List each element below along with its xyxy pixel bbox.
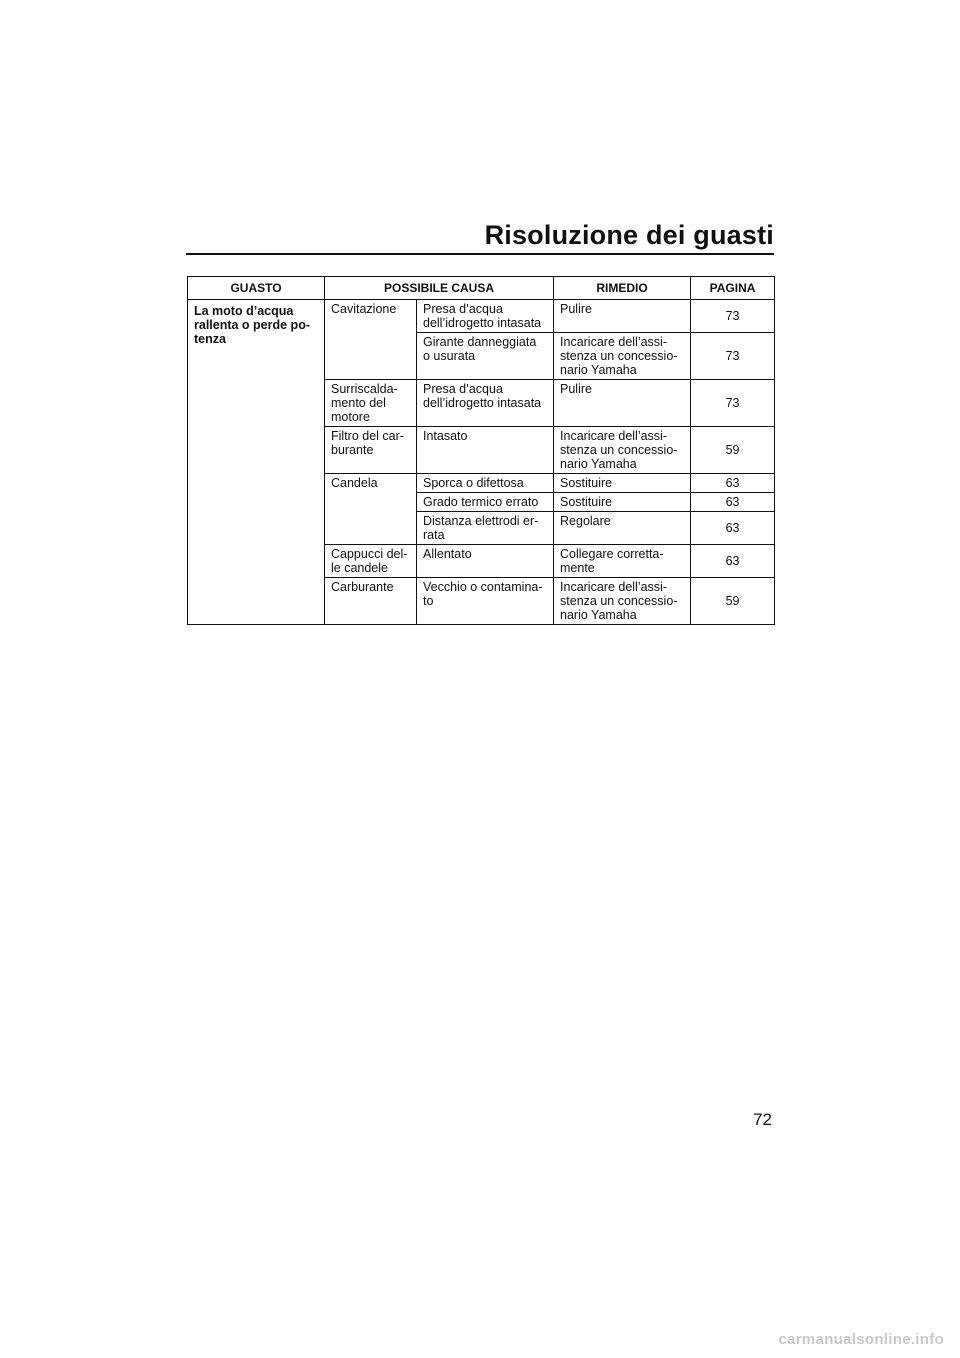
page-cell: 63 <box>691 474 775 493</box>
remedy-cell: Pulire <box>554 300 691 333</box>
page-number: 72 <box>753 1110 772 1129</box>
remedy-cell: Incaricare dell’assi- stenza un concessio- nario Yamaha <box>554 427 691 474</box>
remedy-cell: Incaricare dell’assi- stenza un concessio- nario Yamaha <box>554 333 691 380</box>
detail-cell: Vecchio o contamina- to <box>417 578 554 625</box>
detail-cell: Presa d’acqua dell’idrogetto intasata <box>417 380 554 427</box>
page-cell: 59 <box>691 427 775 474</box>
page-cell: 63 <box>691 545 775 578</box>
detail-cell: Sporca o difettosa <box>417 474 554 493</box>
remedy-cell: Sostituire <box>554 493 691 512</box>
page-cell: 73 <box>691 300 775 333</box>
page-cell: 63 <box>691 512 775 545</box>
page-cell: 63 <box>691 493 775 512</box>
troubleshooting-table <box>187 276 775 625</box>
watermark: carmanualsonline.info <box>778 1331 944 1348</box>
remedy-cell: Regolare <box>554 512 691 545</box>
detail-cell: Presa d’acqua dell’idrogetto intasata <box>417 300 554 333</box>
cause-cell: Cappucci del- le candele <box>325 545 417 578</box>
cause-cell: Filtro del car- burante <box>325 427 417 474</box>
cause-cell: Carburante <box>325 578 417 625</box>
detail-cell: Allentato <box>417 545 554 578</box>
detail-cell: Girante danneggiata o usurata <box>417 333 554 380</box>
page-cell: 73 <box>691 380 775 427</box>
remedy-cell: Pulire <box>554 380 691 427</box>
detail-cell: Intasato <box>417 427 554 474</box>
remedy-cell: Incaricare dell’assi- stenza un concessio- nario Yamaha <box>554 578 691 625</box>
header-guasto: GUASTO <box>188 277 325 300</box>
cause-cell: Candela <box>325 474 417 545</box>
remedy-cell: Collegare corretta- mente <box>554 545 691 578</box>
cause-cell: Cavitazione <box>325 300 417 380</box>
header-possibile-causa: POSSIBILE CAUSA <box>325 277 554 300</box>
cause-cell: Surriscalda- mento del motore <box>325 380 417 427</box>
title-rule <box>186 253 774 255</box>
remedy-cell: Sostituire <box>554 474 691 493</box>
header-rimedio: RIMEDIO <box>554 277 691 300</box>
header-pagina: PAGINA <box>691 277 775 300</box>
detail-cell: Distanza elettrodi er- rata <box>417 512 554 545</box>
fault-cell: La moto d’acqua rallenta o perde po- tenza <box>188 300 325 625</box>
table-row <box>188 300 775 333</box>
table-header-row <box>188 277 775 300</box>
page-title: Risoluzione dei guasti <box>484 220 774 250</box>
page-cell: 59 <box>691 578 775 625</box>
detail-cell: Grado termico errato <box>417 493 554 512</box>
page-cell: 73 <box>691 333 775 380</box>
